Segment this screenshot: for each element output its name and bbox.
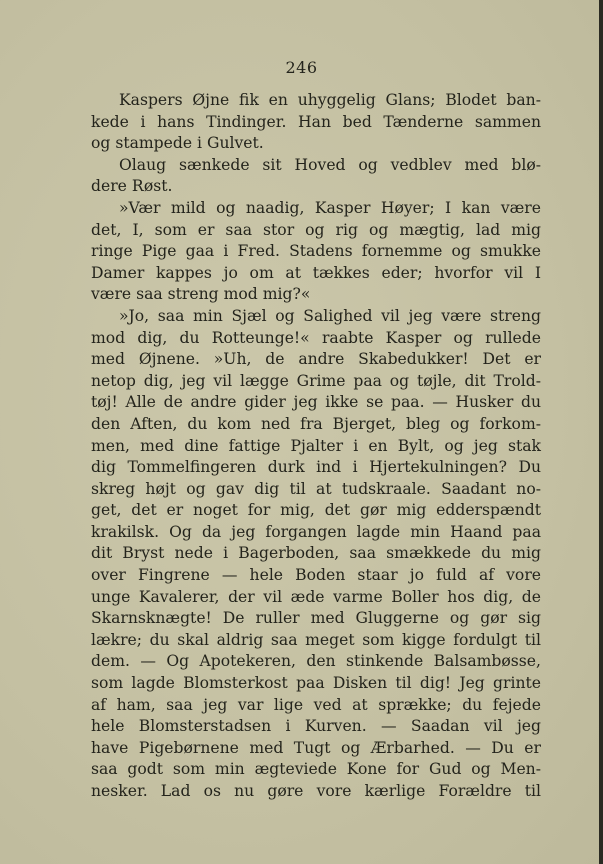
page-number: 246 xyxy=(285,58,318,77)
page-edge xyxy=(599,0,603,864)
text-line: af ham, saa jeg var lige ved at sprække; du fejede xyxy=(91,695,541,714)
text-line: Olaug sænkede sit Hoved og vedblev med blø- xyxy=(119,155,541,174)
text-line: med Øjnene. »Uh, de andre Skabedukker! Det er xyxy=(91,350,541,369)
text-line: dem. — Og Apotekeren, den stinkende Balsambøsse, xyxy=(91,652,541,671)
text-line: dere Røst. xyxy=(91,177,173,196)
text-line: have Pigebørnene med Tugt og Ærbarhed. — Du er xyxy=(91,738,541,757)
text-line: ringe Pige gaa i Fred. Stadens fornemme og smukke xyxy=(91,242,541,261)
text-line: Skarnsknægte! De ruller med Gluggerne og gør sig xyxy=(91,609,541,628)
text-line: get, det er noget for mig, det gør mig edderspændt xyxy=(91,501,541,520)
text-line: Damer kappes jo om at tækkes eder; hvorfor vil I xyxy=(91,263,541,282)
text-line: den Aften, du kom ned fra Bjerget, bleg og forkom- xyxy=(91,414,541,433)
text-line: mod dig, du Rotteunge!« raabte Kasper og rullede xyxy=(91,328,541,347)
text-line: dit Bryst nede i Bagerboden, saa smækkede du mig xyxy=(91,544,541,563)
text-line: dig Tommelfingeren durk ind i Hjertekulningen? Du xyxy=(91,458,541,477)
text-line: Kaspers Øjne fik en uhyggelig Glans; Blodet ban- xyxy=(119,91,541,109)
text-line: men, med dine fattige Pjalter i en Bylt, og jeg stak xyxy=(91,436,541,455)
text-line: tøj! Alle de andre gider jeg ikke se paa. — Husker du xyxy=(91,393,541,412)
text-block xyxy=(91,90,541,803)
text-line: som lagde Blomsterkost paa Disken til dig! Jeg grinte xyxy=(91,674,541,693)
text-line: skreg højt og gav dig til at tudskraale. Saadant no- xyxy=(91,479,541,498)
text-line: over Fingrene — hele Boden staar jo fuld af vore xyxy=(91,566,541,585)
text-line: lækre; du skal aldrig saa meget som kigge fordulgt til xyxy=(91,630,541,649)
text-line: være saa streng mod mig?« xyxy=(91,285,311,304)
text-line: saa godt som min ægteviede Kone for Gud og Men- xyxy=(91,760,541,779)
text-line: unge Kavalerer, der vil æde varme Boller hos dig, de xyxy=(91,587,541,606)
text-line: krakilsk. Og da jeg forgangen lagde min Haand paa xyxy=(91,522,541,541)
text-line: hele Blomsterstadsen i Kurven. — Saadan vil jeg xyxy=(91,717,541,736)
text-line: kede i hans Tindinger. Han bed Tænderne sammen xyxy=(91,112,541,131)
text-line: »Vær mild og naadig, Kasper Høyer; I kan være xyxy=(119,198,541,217)
text-line: det, I, som er saa stor og rig og mægtig, lad mig xyxy=(91,220,541,239)
text-line: og stampede i Gulvet. xyxy=(91,134,264,153)
text-line: »Jo, saa min Sjæl og Salighed vil jeg være streng xyxy=(119,306,541,325)
text-line: netop dig, jeg vil lægge Grime paa og tøjle, dit Trold- xyxy=(91,371,541,390)
text-line: nesker. Lad os nu gøre vore kærlige Forældre til xyxy=(91,782,541,800)
